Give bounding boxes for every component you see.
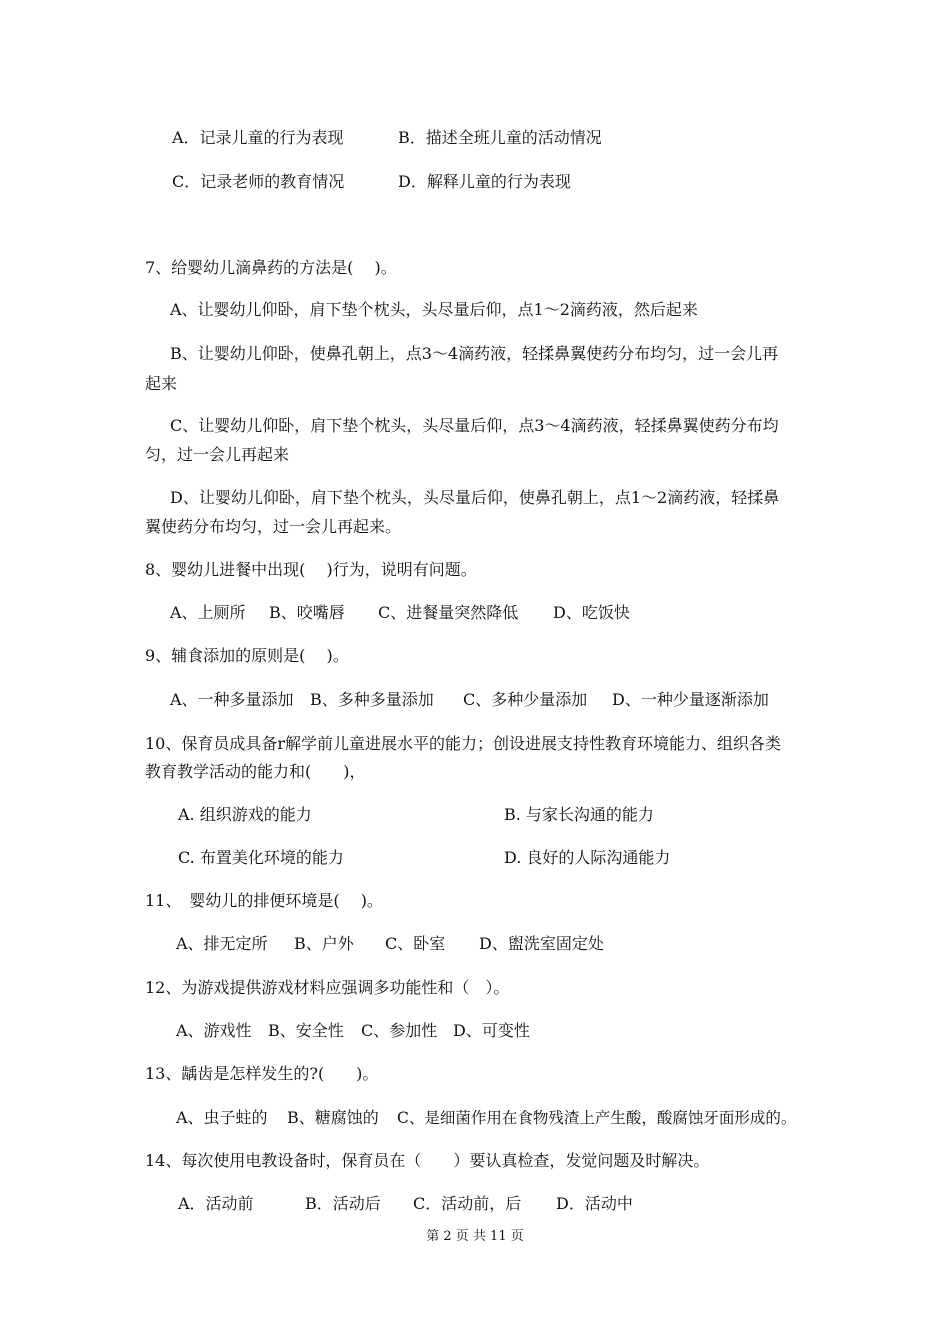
q11-option-a: A、排无定所 [176, 934, 268, 953]
q12-option-c: C、参加性 [361, 1021, 438, 1040]
q14-option-d: D．活动中 [556, 1194, 633, 1213]
q10-stem-line1: 10、保育员成具备r解学前儿童进展水平的能力；创设进展支持性教育环境能力、组织各类 [145, 734, 782, 753]
q12-option-b: B、安全性 [268, 1021, 344, 1040]
q8-option-a: A、上厕所 [170, 603, 246, 622]
q14-option-a: A．活动前 [178, 1194, 254, 1213]
q7-option-c-line1: C、让婴幼儿仰卧，肩下垫个枕头，头尽量后仰，点3～4滴药液，轻揉鼻翼使药分布均 [170, 416, 779, 435]
q8-stem: 8、婴幼儿进餐中出现( )行为，说明有问题。 [145, 560, 477, 579]
q11-option-b: B、户外 [294, 934, 354, 953]
q13-option-a: A、虫子蛀的 [176, 1108, 268, 1127]
q14-option-b: B．活动后 [305, 1194, 381, 1213]
q13-option-b: B、糖腐蚀的 [287, 1108, 379, 1127]
q10-option-b: B. 与家长沟通的能力 [504, 805, 654, 824]
q13-stem: 13、龋齿是怎样发生的?( )。 [145, 1064, 379, 1083]
q12-option-a: A、游戏性 [176, 1021, 252, 1040]
q6-option-c: C．记录老师的教育情况 [172, 172, 345, 191]
q13-option-c: C、是细菌作用在食物残渣上产生酸，酸腐蚀牙面形成的。 [397, 1109, 797, 1127]
q10-option-a: A. 组织游戏的能力 [178, 805, 312, 824]
q7-option-d-line2: 翼使药分布均匀，过一会儿再起来。 [145, 517, 402, 536]
q7-option-a: A、让婴幼儿仰卧，肩下垫个枕头，头尽量后仰，点1～2滴药液，然后起来 [170, 300, 698, 319]
q11-option-d: D、盥洗室固定处 [479, 934, 604, 953]
q12-stem: 12、为游戏提供游戏材料应强调多功能性和（ ）。 [145, 978, 510, 997]
q6-option-a: A．记录儿童的行为表现 [172, 128, 344, 147]
q8-option-d: D、吃饭快 [553, 603, 630, 622]
q8-option-b: B、咬嘴唇 [269, 603, 345, 622]
page-footer: 第 2 页 共 11 页 [426, 1229, 524, 1244]
q9-option-d: D、一种少量逐渐添加 [612, 690, 769, 709]
q10-option-d: D. 良好的人际沟通能力 [504, 848, 671, 867]
q12-option-d: D、可变性 [453, 1021, 530, 1040]
q7-option-c-line2: 匀，过一会儿再起来 [145, 445, 290, 464]
q11-stem: 11、 婴幼儿的排便环境是( )。 [145, 891, 383, 910]
q7-option-b-line1: B、让婴幼儿仰卧，使鼻孔朝上，点3～4滴药液，轻揉鼻翼使药分布均匀，过一会儿再 [170, 344, 779, 363]
q7-option-d-line1: D、让婴幼儿仰卧，肩下垫个枕头，头尽量后仰，使鼻孔朝上，点1～2滴药液，轻揉鼻 [170, 488, 780, 507]
q11-option-c: C、卧室 [385, 934, 446, 953]
q10-option-c: C. 布置美化环境的能力 [178, 848, 344, 867]
q9-stem: 9、辅食添加的原则是( )。 [145, 646, 349, 665]
q14-stem: 14、每次使用电教设备时，保育员在（ ）要认真检查，发觉问题及时解决。 [145, 1151, 710, 1170]
q6-option-b: B．描述全班儿童的活动情况 [398, 128, 602, 147]
q6-option-d: D．解释儿童的行为表现 [398, 172, 571, 191]
q14-option-c: C．活动前，后 [413, 1194, 522, 1213]
q7-stem: 7、给婴幼儿滴鼻药的方法是( )。 [145, 258, 397, 277]
q9-option-c: C、多种少量添加 [463, 690, 588, 709]
q9-option-a: A、一种多量添加 [170, 690, 294, 709]
q10-stem-line2: 教育教学活动的能力和( )， [145, 762, 366, 781]
q8-option-c: C、进餐量突然降低 [378, 603, 519, 622]
q7-option-b-line2: 起来 [145, 374, 178, 393]
q9-option-b: B、多种多量添加 [310, 690, 434, 709]
